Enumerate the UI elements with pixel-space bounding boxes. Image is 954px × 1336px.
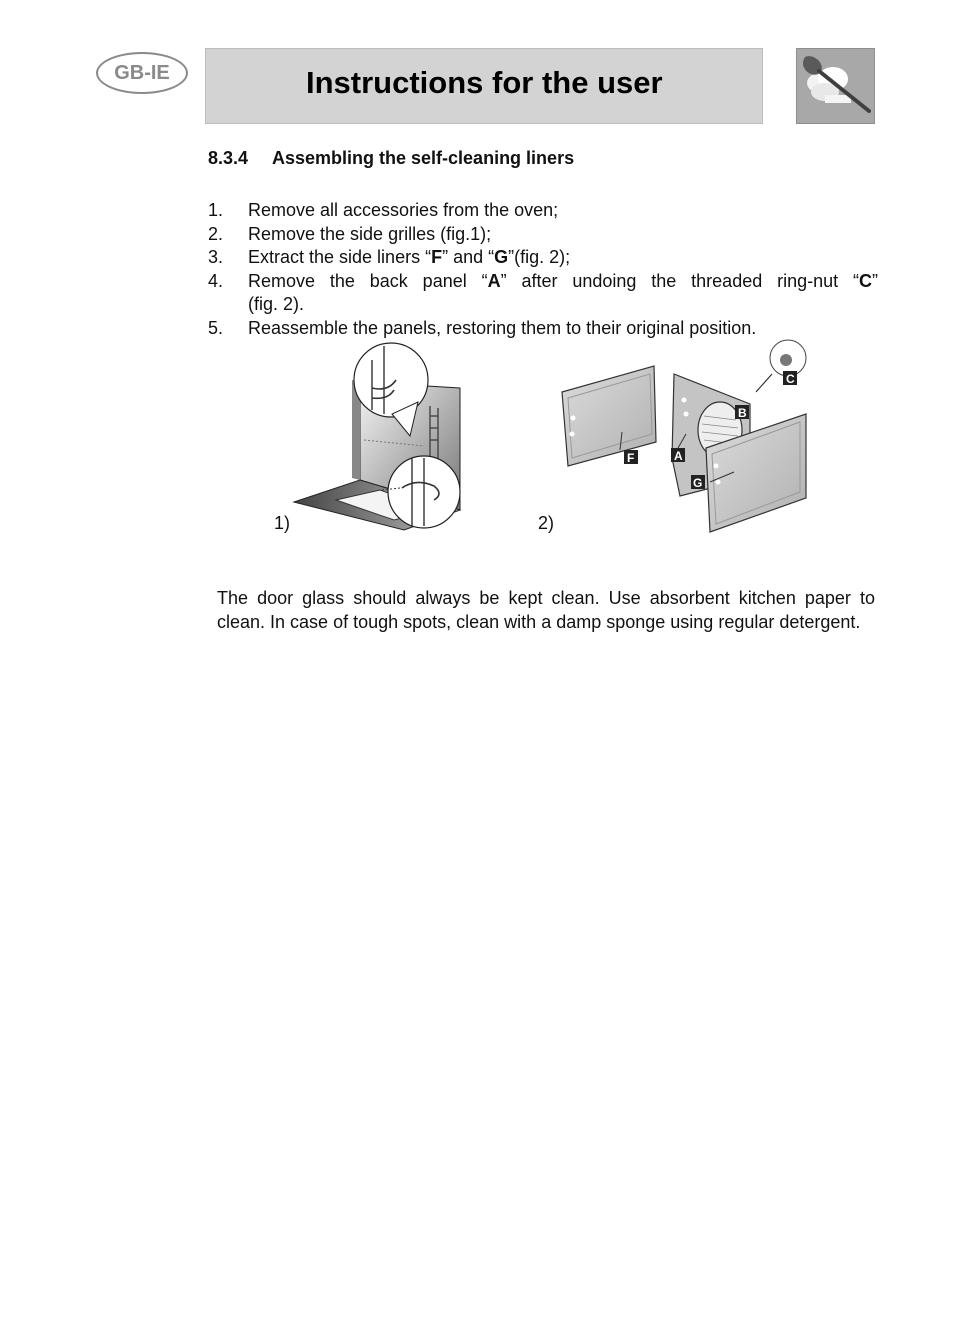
oven-side-grille-removal-illustration	[284, 340, 464, 534]
title-banner	[205, 48, 763, 124]
label-a: A	[674, 449, 683, 463]
list-item: 5. Reassemble the panels, restoring them to their original position.	[208, 317, 757, 338]
region-badge-label: GB-IE	[114, 61, 170, 84]
page-title: Instructions for the user	[306, 65, 663, 100]
list-item: 4. Remove the back panel “A” after undoing the threaded ring-nut “C”	[208, 270, 878, 291]
chef-hat-spoon-icon	[796, 48, 875, 124]
figure-2-caption: 2)	[538, 513, 555, 533]
label-c: C	[786, 372, 795, 386]
figure-1-caption: 1)	[274, 513, 291, 533]
label-f: F	[627, 451, 635, 465]
section-heading	[208, 148, 574, 169]
section-number: 8.3.4	[208, 148, 249, 168]
instruction-list	[208, 199, 878, 340]
label-b: B	[738, 406, 747, 420]
section-title: Assembling the self-cleaning liners	[272, 148, 575, 168]
list-item-continuation: (fig. 2).	[248, 294, 305, 314]
oven-liners-exploded-illustration	[560, 338, 812, 534]
list-item: 2. Remove the side grilles (fig.1);	[208, 223, 492, 244]
list-item: 3. Extract the side liners “F” and “G”(fig. 2);	[208, 247, 571, 267]
label-g: G	[693, 476, 703, 490]
region-badge	[96, 52, 188, 94]
door-glass-note: The door glass should always be kept clean. Use absorbent kitchen paper to clean. In case of tough spots, clean with a damp sponge using regular detergent.	[217, 588, 875, 632]
list-item: 1. Remove all accessories from the oven;	[208, 200, 559, 220]
